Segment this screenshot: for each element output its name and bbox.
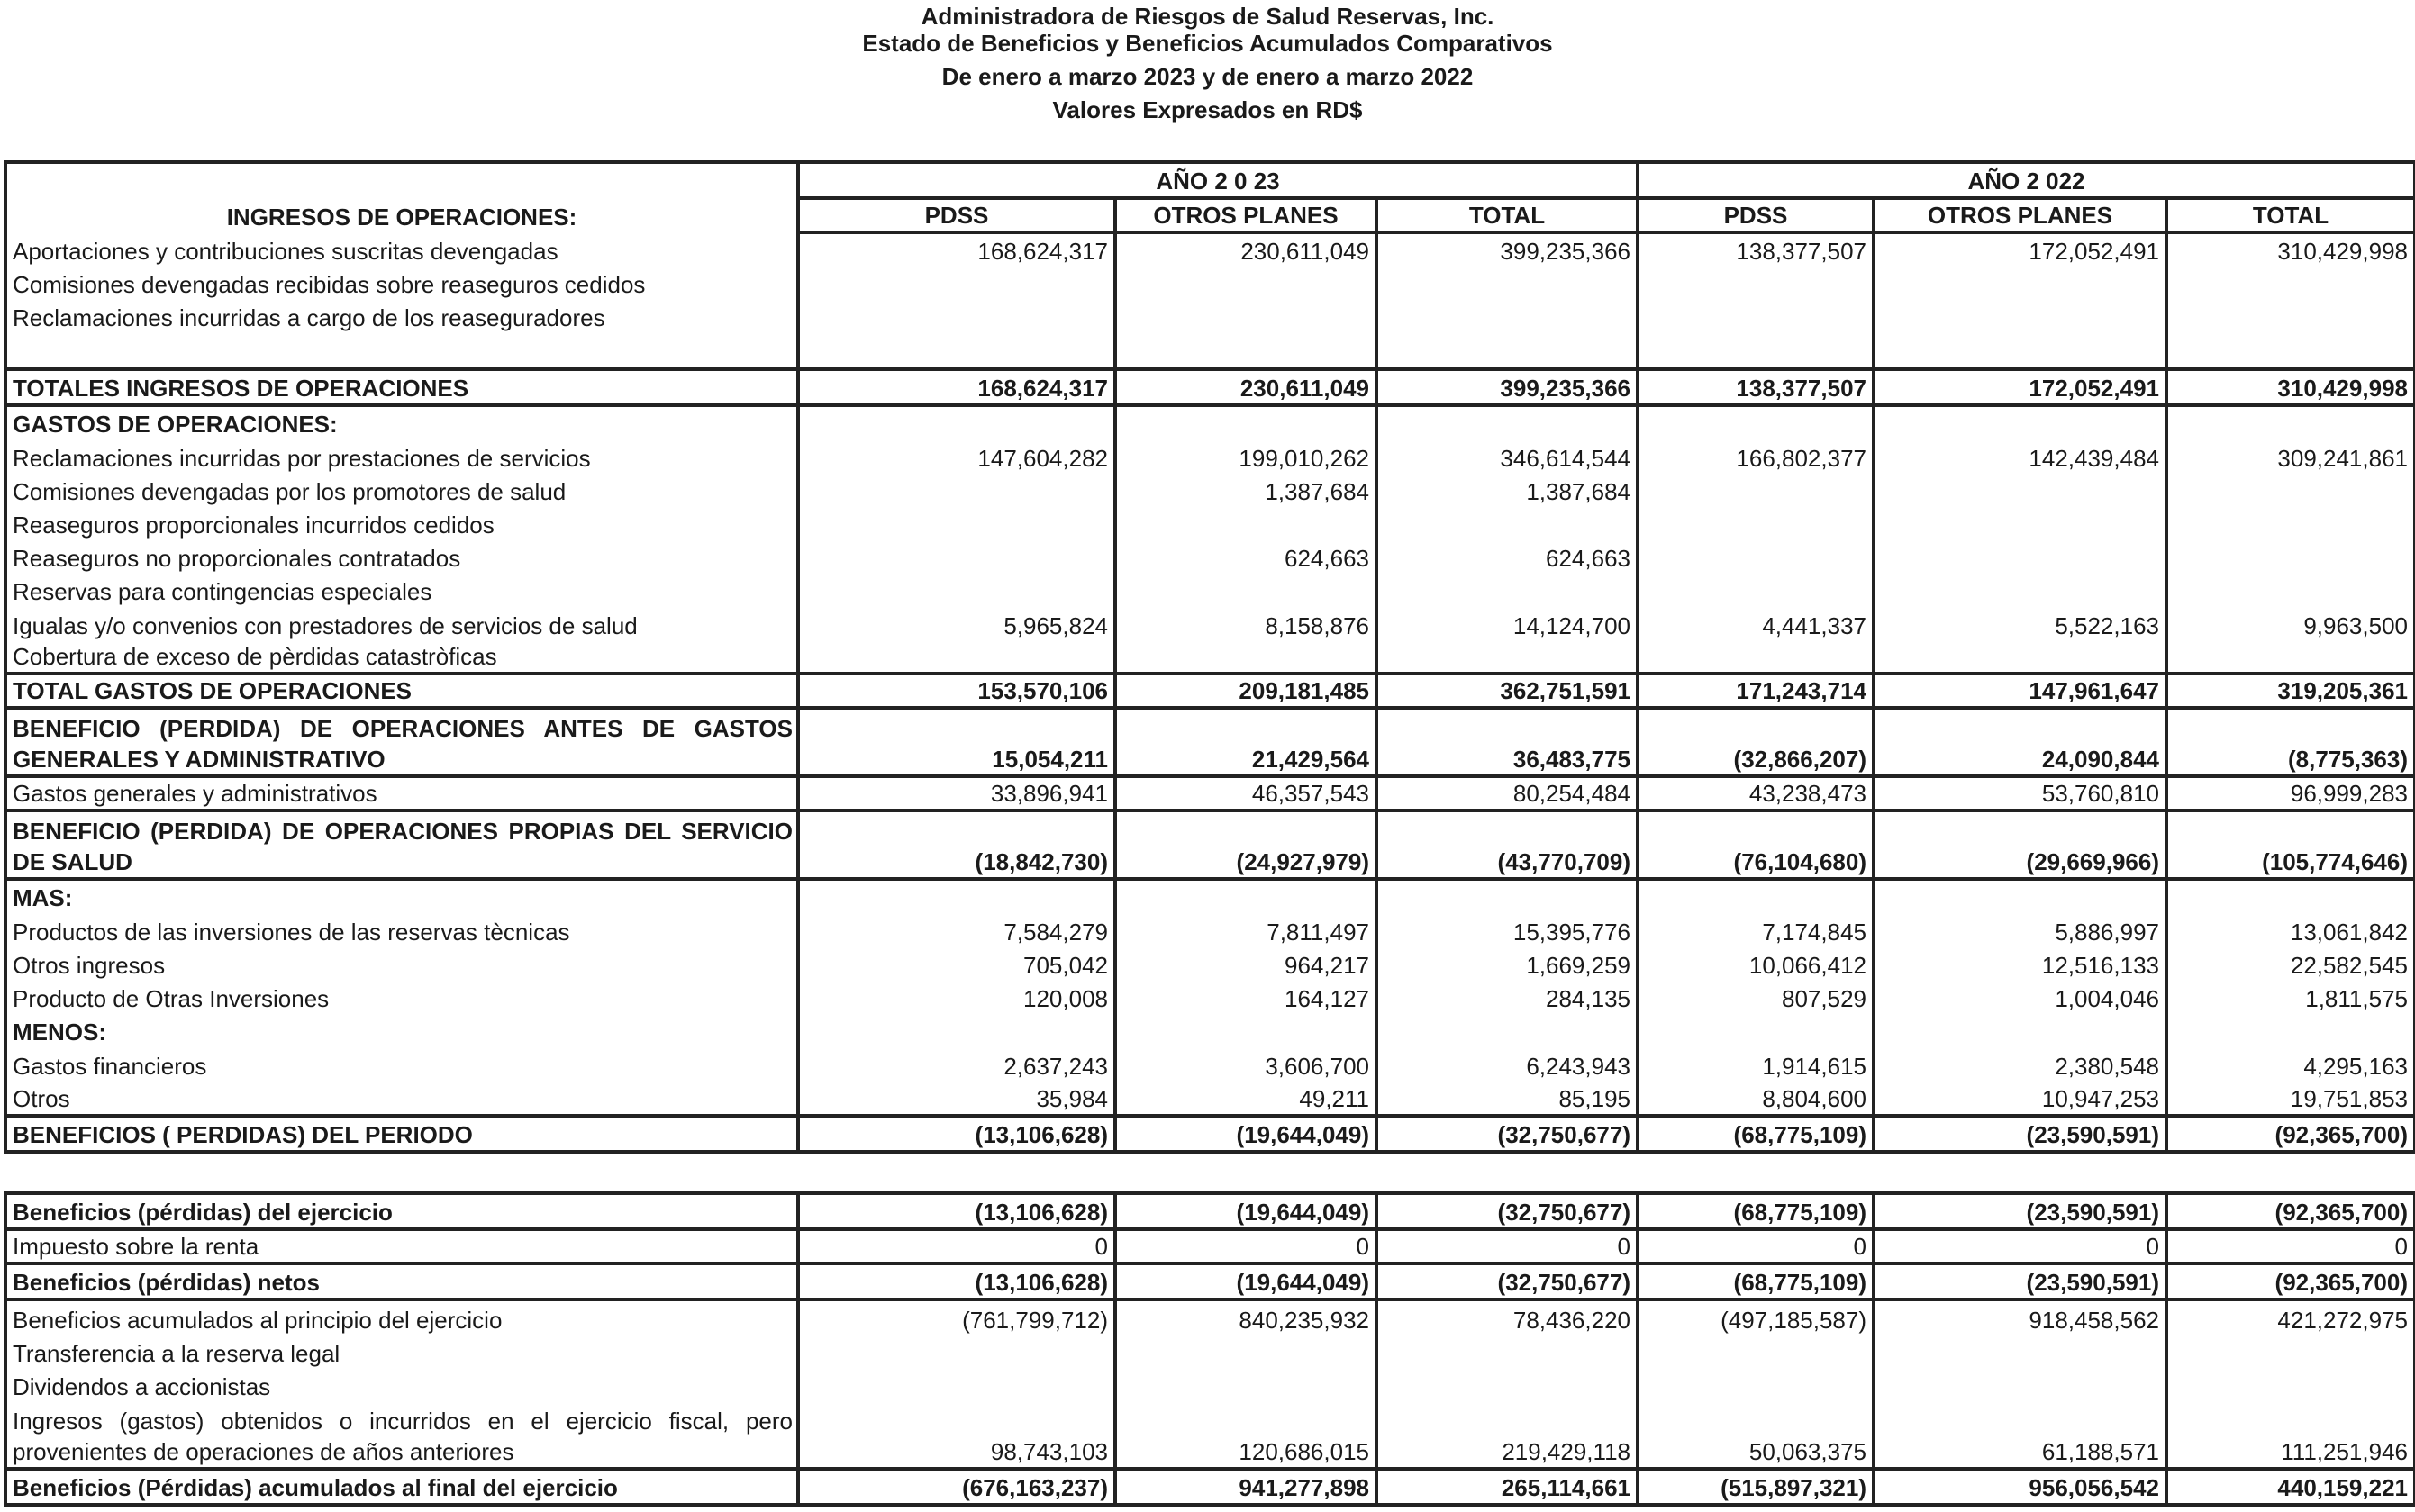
cell: (68,775,109): [1638, 1263, 1874, 1299]
total-row: [5, 369, 2415, 405]
cell: (676,163,237): [798, 1469, 1115, 1505]
cell: 0: [1115, 1229, 1376, 1263]
col-pdss-2023: PDSS: [798, 198, 1115, 232]
col-pdss-2022: PDSS: [1638, 198, 1874, 232]
cell: 941,277,898: [1115, 1469, 1376, 1505]
cell: 120,686,015: [1115, 1402, 1376, 1469]
table-row: [5, 1299, 2415, 1335]
cell: 284,135: [1376, 981, 1638, 1014]
cell: 399,235,366: [1376, 369, 1638, 405]
cell: 5,886,997: [1874, 913, 2166, 947]
cell: [1874, 540, 2166, 574]
cell: (13,106,628): [798, 1116, 1115, 1152]
cell: 8,804,600: [1638, 1082, 1874, 1116]
cell: 147,961,647: [1874, 674, 2166, 708]
row-label: Productos de las inversiones de las reservas tècnicas: [5, 913, 798, 947]
row-label: BENEFICIO (PERDIDA) DE OPERACIONES PROPIAS DEL SERVICIO DE SALUD: [5, 810, 798, 879]
row-label: Producto de Otras Inversiones: [5, 981, 798, 1014]
cell: 807,529: [1638, 981, 1874, 1014]
cell: (68,775,109): [1638, 1116, 1874, 1152]
row-label: Reservas para contingencias especiales: [5, 574, 798, 607]
cell: (19,644,049): [1115, 1263, 1376, 1299]
cell: (497,185,587): [1638, 1299, 1874, 1335]
row-label: Gastos generales y administrativos: [5, 776, 798, 810]
cell: 0: [1874, 1229, 2166, 1263]
cell: 85,195: [1376, 1082, 1638, 1116]
cell: (515,897,321): [1638, 1469, 1874, 1505]
cell: (68,775,109): [1638, 1193, 1874, 1229]
table-row: [5, 439, 2415, 474]
cell: 138,377,507: [1638, 369, 1874, 405]
cell: 142,439,484: [1874, 439, 2166, 474]
cell: 1,669,259: [1376, 947, 1638, 981]
subtotal-row: [5, 810, 2415, 879]
cell: 209,181,485: [1115, 674, 1376, 708]
row-label: Ingresos (gastos) obtenidos o incurridos en el ejercicio fiscal, pero provenientes de operaciones de años anteriores: [5, 1402, 798, 1469]
row-label: BENEFICIOS ( PERDIDAS) DEL PERIODO: [5, 1116, 798, 1152]
company-name: Administradora de Riesgos de Salud Reservas, Inc.: [921, 3, 1494, 30]
cell: (43,770,709): [1376, 810, 1638, 879]
cell: 1,811,575: [2166, 981, 2415, 1014]
cell: 46,357,543: [1115, 776, 1376, 810]
statement-title: Estado de Beneficios y Beneficios Acumulados Comparativos: [862, 30, 1553, 57]
table-row: [5, 947, 2415, 981]
table-row: [5, 474, 2415, 507]
cell: (13,106,628): [798, 1263, 1115, 1299]
cell: 0: [1376, 1229, 1638, 1263]
table-row: [5, 913, 2415, 947]
cell: 7,584,279: [798, 913, 1115, 947]
table-row: [5, 574, 2415, 607]
col-otros-2022: OTROS PLANES: [1874, 198, 2166, 232]
cell: 310,429,998: [2166, 232, 2415, 267]
cell: [2166, 474, 2415, 507]
cell: 80,254,484: [1376, 776, 1638, 810]
row-label: Comisiones devengadas recibidas sobre reaseguros cedidos: [5, 267, 798, 300]
row-label: MAS:: [5, 879, 798, 913]
cell: 1,004,046: [1874, 981, 2166, 1014]
cell: (32,866,207): [1638, 708, 1874, 776]
cell: 14,124,700: [1376, 607, 1638, 641]
cell: 120,008: [798, 981, 1115, 1014]
row-label: Otros ingresos: [5, 947, 798, 981]
cell: (92,365,700): [2166, 1116, 2415, 1152]
cell: (24,927,979): [1115, 810, 1376, 879]
cell: 36,483,775: [1376, 708, 1638, 776]
cell: [2166, 540, 2415, 574]
year-2022-header: AÑO 2 022: [1638, 162, 2415, 198]
cell: 138,377,507: [1638, 232, 1874, 267]
cell: (92,365,700): [2166, 1193, 2415, 1229]
cell: 172,052,491: [1874, 369, 2166, 405]
row-label: Reaseguros no proporcionales contratados: [5, 540, 798, 574]
cell: 421,272,975: [2166, 1299, 2415, 1335]
cell: 49,211: [1115, 1082, 1376, 1116]
cell: 61,188,571: [1874, 1402, 2166, 1469]
row-label: Transferencia a la reserva legal: [5, 1335, 798, 1369]
cell: 166,802,377: [1638, 439, 1874, 474]
cell: 624,663: [1115, 540, 1376, 574]
total-row: [5, 674, 2415, 708]
section-row: [5, 879, 2415, 913]
cell: 0: [798, 1229, 1115, 1263]
cell: 50,063,375: [1638, 1402, 1874, 1469]
cell: 5,522,163: [1874, 607, 2166, 641]
cell: 5,965,824: [798, 607, 1115, 641]
cell: 15,054,211: [798, 708, 1115, 776]
cell: (76,104,680): [1638, 810, 1874, 879]
cell: (105,774,646): [2166, 810, 2415, 879]
cell: 1,914,615: [1638, 1047, 1874, 1082]
cell: 1,387,684: [1115, 474, 1376, 507]
column-header-row: [5, 198, 2415, 232]
cell: [798, 540, 1115, 574]
section-row: [5, 405, 2415, 439]
cell: 840,235,932: [1115, 1299, 1376, 1335]
cell: 230,611,049: [1115, 232, 1376, 267]
cell: (29,669,966): [1874, 810, 2166, 879]
cell: (32,750,677): [1376, 1116, 1638, 1152]
col-otros-2023: OTROS PLANES: [1115, 198, 1376, 232]
row-label: TOTAL GASTOS DE OPERACIONES: [5, 674, 798, 708]
period-subtitle: De enero a marzo 2023 y de enero a marzo 2022: [941, 63, 1474, 90]
cell: 1,387,684: [1376, 474, 1638, 507]
table-row: [5, 776, 2415, 810]
cell: (23,590,591): [1874, 1263, 2166, 1299]
section-row: [5, 1014, 2415, 1047]
cell: 219,429,118: [1376, 1402, 1638, 1469]
row-label: Impuesto sobre la renta: [5, 1229, 798, 1263]
cell: (92,365,700): [2166, 1263, 2415, 1299]
row-label: Otros: [5, 1082, 798, 1116]
row-label: MENOS:: [5, 1014, 798, 1047]
row-label: Beneficios (pérdidas) del ejercicio: [5, 1193, 798, 1229]
table-row: [5, 1369, 2415, 1402]
cell: 705,042: [798, 947, 1115, 981]
cell: 168,624,317: [798, 369, 1115, 405]
cell: 310,429,998: [2166, 369, 2415, 405]
cell: 6,243,943: [1376, 1047, 1638, 1082]
cell: 362,751,591: [1376, 674, 1638, 708]
table-row: [5, 981, 2415, 1014]
cell: (23,590,591): [1874, 1193, 2166, 1229]
cell: 319,205,361: [2166, 674, 2415, 708]
cell: 168,624,317: [798, 232, 1115, 267]
cell: (8,775,363): [2166, 708, 2415, 776]
total-row: [5, 1263, 2415, 1299]
cell: [1638, 540, 1874, 574]
cell: 13,061,842: [2166, 913, 2415, 947]
table-row: [5, 641, 2415, 674]
cell: 33,896,941: [798, 776, 1115, 810]
section-income-label: INGRESOS DE OPERACIONES:: [5, 198, 798, 232]
row-label: Reclamaciones incurridas por prestaciones de servicios: [5, 439, 798, 474]
cell: 964,217: [1115, 947, 1376, 981]
cell: 199,010,262: [1115, 439, 1376, 474]
cell: 19,751,853: [2166, 1082, 2415, 1116]
cell: 265,114,661: [1376, 1469, 1638, 1505]
row-label: Igualas y/o convenios con prestadores de servicios de salud: [5, 607, 798, 641]
cell: 4,441,337: [1638, 607, 1874, 641]
cell: 24,090,844: [1874, 708, 2166, 776]
cell: 399,235,366: [1376, 232, 1638, 267]
total-row: [5, 1469, 2415, 1505]
table-row: [5, 507, 2415, 540]
cell: 164,127: [1115, 981, 1376, 1014]
year-header-row: [5, 162, 2415, 198]
cell: 9,963,500: [2166, 607, 2415, 641]
col-total-2023: TOTAL: [1376, 198, 1638, 232]
cell: (32,750,677): [1376, 1193, 1638, 1229]
table-row: [5, 1402, 2415, 1469]
total-row: [5, 1193, 2415, 1229]
cell: 7,174,845: [1638, 913, 1874, 947]
cell: 111,251,946: [2166, 1402, 2415, 1469]
cell: 918,458,562: [1874, 1299, 2166, 1335]
row-label: Reclamaciones incurridas a cargo de los reaseguradores: [5, 300, 798, 333]
table-row: [5, 1229, 2415, 1263]
table-row: [5, 607, 2415, 641]
cell: 22,582,545: [2166, 947, 2415, 981]
row-label: Cobertura de exceso de pèrdidas catastròficas: [5, 641, 798, 674]
cell: 956,056,542: [1874, 1469, 2166, 1505]
cell: 309,241,861: [2166, 439, 2415, 474]
accumulated-earnings-table: [4, 1191, 2415, 1507]
cell: 43,238,473: [1638, 776, 1874, 810]
subtotal-row: [5, 708, 2415, 776]
cell: 0: [1638, 1229, 1874, 1263]
year-2023-header: AÑO 2 0 23: [798, 162, 1638, 198]
cell: (13,106,628): [798, 1193, 1115, 1229]
row-label: Gastos financieros: [5, 1047, 798, 1082]
row-label: Aportaciones y contribuciones suscritas devengadas: [5, 232, 798, 267]
cell: [1874, 474, 2166, 507]
cell: 15,395,776: [1376, 913, 1638, 947]
cell: (23,590,591): [1874, 1116, 2166, 1152]
cell: 153,570,106: [798, 674, 1115, 708]
cell: (18,842,730): [798, 810, 1115, 879]
table-row: [5, 1082, 2415, 1116]
spacer-row: [5, 333, 2415, 369]
cell: 53,760,810: [1874, 776, 2166, 810]
row-label: TOTALES INGRESOS DE OPERACIONES: [5, 369, 798, 405]
cell: [1638, 474, 1874, 507]
table-row: [5, 232, 2415, 267]
income-statement-table: [4, 160, 2415, 1154]
cell: 624,663: [1376, 540, 1638, 574]
cell: 10,947,253: [1874, 1082, 2166, 1116]
cell: 230,611,049: [1115, 369, 1376, 405]
cell: 96,999,283: [2166, 776, 2415, 810]
cell: 172,052,491: [1874, 232, 2166, 267]
cell: [798, 474, 1115, 507]
row-label: Dividendos a accionistas: [5, 1369, 798, 1402]
cell: (19,644,049): [1115, 1193, 1376, 1229]
cell: 0: [2166, 1229, 2415, 1263]
cell: 440,159,221: [2166, 1469, 2415, 1505]
cell: (761,799,712): [798, 1299, 1115, 1335]
cell: 12,516,133: [1874, 947, 2166, 981]
total-row: [5, 1116, 2415, 1152]
row-label: Beneficios (Pérdidas) acumulados al final del ejercicio: [5, 1469, 798, 1505]
row-label: Comisiones devengadas por los promotores de salud: [5, 474, 798, 507]
col-total-2022: TOTAL: [2166, 198, 2415, 232]
cell: 10,066,412: [1638, 947, 1874, 981]
cell: 7,811,497: [1115, 913, 1376, 947]
cell: (32,750,677): [1376, 1263, 1638, 1299]
cell: 2,637,243: [798, 1047, 1115, 1082]
cell: 4,295,163: [2166, 1047, 2415, 1082]
row-label: GASTOS DE OPERACIONES:: [5, 405, 798, 439]
cell: 78,436,220: [1376, 1299, 1638, 1335]
row-label: Beneficios acumulados al principio del ejercicio: [5, 1299, 798, 1335]
cell: 346,614,544: [1376, 439, 1638, 474]
cell: 35,984: [798, 1082, 1115, 1116]
row-label: Beneficios (pérdidas) netos: [5, 1263, 798, 1299]
cell: 8,158,876: [1115, 607, 1376, 641]
table-row: [5, 540, 2415, 574]
row-label: Reaseguros proporcionales incurridos cedidos: [5, 507, 798, 540]
table-row: [5, 1335, 2415, 1369]
cell: 98,743,103: [798, 1402, 1115, 1469]
cell: 171,243,714: [1638, 674, 1874, 708]
cell: 147,604,282: [798, 439, 1115, 474]
table-row: [5, 267, 2415, 300]
cell: 21,429,564: [1115, 708, 1376, 776]
row-label: BENEFICIO (PERDIDA) DE OPERACIONES ANTES DE GASTOS GENERALES Y ADMINISTRATIVO: [5, 708, 798, 776]
cell: (19,644,049): [1115, 1116, 1376, 1152]
table-row: [5, 300, 2415, 333]
cell: 3,606,700: [1115, 1047, 1376, 1082]
table-row: [5, 1047, 2415, 1082]
cell: 2,380,548: [1874, 1047, 2166, 1082]
currency-note: Valores Expresados en RD$: [1052, 96, 1363, 123]
